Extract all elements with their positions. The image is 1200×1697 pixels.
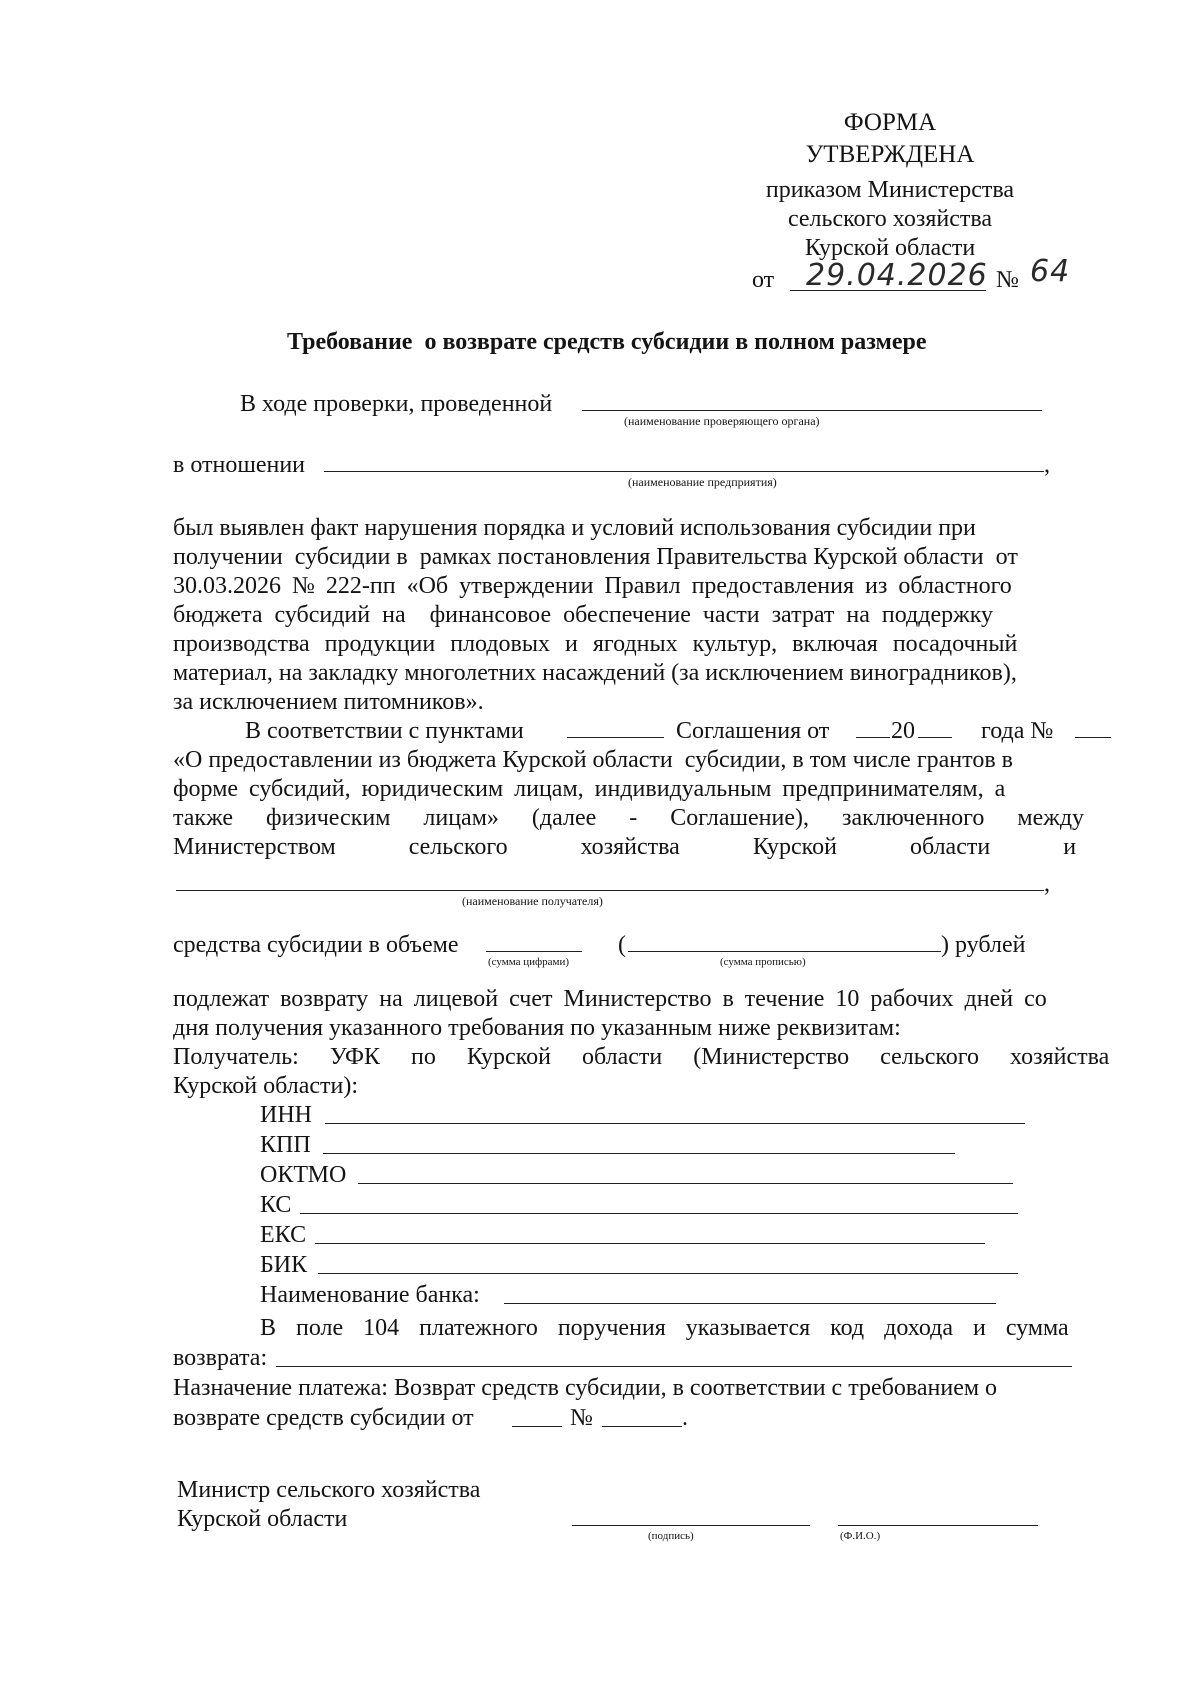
order-number-handwritten: 64 — [1030, 254, 1071, 289]
violation-line-4: бюджета субсидий на финансовое обеспечение части затрат на поддержку — [173, 602, 994, 628]
refund-line-3: Получатель: УФК по Курской области (Министерство сельского хозяйства — [173, 1044, 1110, 1070]
oktmo-label: ОКТМО — [260, 1162, 347, 1188]
bank-name-label: Наименование банка: — [260, 1282, 480, 1308]
agreement-points-underline — [567, 737, 664, 738]
violation-line-3: 30.03.2026 № 222-пп «Об утверждении Правил предоставления из областного — [173, 573, 1012, 599]
check-body-caption: (наименование проверяющего органа) — [624, 414, 820, 428]
amount-words-caption: (сумма прописью) — [720, 956, 806, 968]
violation-line-1 — [173, 514, 1109, 542]
agreement-number-label: года № — [981, 718, 1054, 744]
refund-line-1: подлежат возврату на лицевой счет Министерство в течение 10 рабочих дней со — [173, 986, 1047, 1012]
signature-title-1: Министр сельского хозяйства — [177, 1477, 481, 1503]
violation-line-5: производства продукции плодовых и ягодных культур, включая посадочный — [173, 631, 1018, 657]
agreement-points-label: В соответствии с пунктами — [245, 718, 524, 744]
agreement-year-prefix: 20 — [891, 718, 915, 744]
check-label: В ходе проверки, проведенной — [240, 391, 553, 417]
recipient-underline — [176, 890, 1044, 891]
eks-underline — [315, 1243, 985, 1244]
ks-underline — [300, 1213, 1018, 1214]
violation-line-2: получении субсидии в рамках постановления Правительства Курской области от — [173, 544, 1018, 570]
fio-underline — [838, 1525, 1038, 1526]
agreement-day-underline — [856, 737, 890, 738]
refund-line-4: Курской области): — [173, 1073, 359, 1099]
bik-underline — [318, 1273, 1018, 1274]
agreement-year-underline — [918, 737, 952, 738]
amount-close: ) рублей — [941, 932, 1026, 958]
kpp-underline — [323, 1153, 955, 1154]
eks-label: ЕКС — [260, 1222, 307, 1248]
ks-label: КС — [260, 1192, 292, 1218]
inn-label: ИНН — [260, 1102, 312, 1128]
recipient-caption: (наименование получателя) — [462, 894, 603, 908]
purpose-number-underline — [602, 1426, 682, 1427]
signature-caption: (подпись) — [648, 1530, 694, 1542]
relation-underline — [324, 471, 1044, 472]
purpose-date-underline — [512, 1426, 562, 1427]
amount-open-paren: ( — [618, 932, 626, 958]
relation-comma: , — [1044, 452, 1050, 478]
agreement-line-3: также физическим лицам» (далее - Соглашение), заключенного между — [173, 805, 1085, 831]
relation-label: в отношении — [173, 452, 306, 478]
amount-words-underline — [628, 951, 941, 952]
relation-caption: (наименование предприятия) — [628, 475, 777, 489]
document-title: Требование о возврате средств субсидии в полном размере — [287, 329, 927, 355]
inn-underline — [325, 1123, 1025, 1124]
check-body-underline — [582, 410, 1042, 411]
agreement-line-1: «О предоставлении из бюджета Курской области субсидии, в том числе грантов в — [173, 747, 1013, 773]
agreement-date-label: Соглашения от — [676, 718, 830, 744]
violation-line-7: за исключением питомников». — [173, 689, 484, 715]
fio-caption: (Ф.И.О.) — [840, 1530, 881, 1542]
purpose-period: . — [682, 1405, 688, 1431]
order-line-2: сельского хозяйства — [787, 206, 993, 232]
oktmo-underline — [358, 1183, 1013, 1184]
field104-underline — [276, 1366, 1072, 1367]
recipient-comma: , — [1044, 871, 1050, 897]
bik-label: БИК — [260, 1252, 308, 1278]
amount-digits-caption: (сумма цифрами) — [488, 956, 570, 968]
order-date-handwritten: 29.04.2026 — [806, 258, 988, 293]
violation-text-1: был выявлен факт нарушения порядка и условий использования субсидии при — [173, 515, 976, 541]
signature-title-2: Курской области — [177, 1506, 348, 1532]
order-date-prefix: от — [752, 267, 775, 293]
refund-line-2: дня получения указанного требования по указанным ниже реквизитам: — [173, 1015, 901, 1041]
signature-underline — [572, 1525, 810, 1526]
amount-label: средства субсидии в объеме — [173, 932, 459, 958]
agreement-line-2: форме субсидий, юридическим лицам, индивидуальным предпринимателям, а — [173, 776, 1006, 802]
order-line-1: приказом Министерства — [765, 177, 1015, 203]
approved-label: УТВЕРЖДЕНА — [805, 141, 975, 168]
field104-line-1: В поле 104 платежного поручения указывается код дохода и сумма — [260, 1315, 1069, 1341]
order-number-sign: № — [996, 267, 1019, 293]
agreement-line-4: Министерством сельского хозяйства Курской области и — [173, 834, 1077, 860]
violation-line-6: материал, на закладку многолетних насаждений (за исключением виноградников), — [173, 660, 1017, 686]
bank-name-underline — [504, 1303, 996, 1304]
agreement-number-underline — [1075, 737, 1111, 738]
purpose-line-2-text: возврате средств субсидии от — [173, 1405, 474, 1431]
field104-line-2: возврата: — [173, 1345, 268, 1371]
order-line-3: Курской области — [804, 235, 976, 261]
purpose-number-sign: № — [570, 1405, 593, 1431]
kpp-label: КПП — [260, 1132, 311, 1158]
form-label: ФОРМА — [843, 109, 937, 136]
amount-digits-underline — [486, 951, 582, 952]
purpose-line-1: Назначение платежа: Возврат средств субсидии, в соответствии с требованием о — [173, 1375, 998, 1401]
